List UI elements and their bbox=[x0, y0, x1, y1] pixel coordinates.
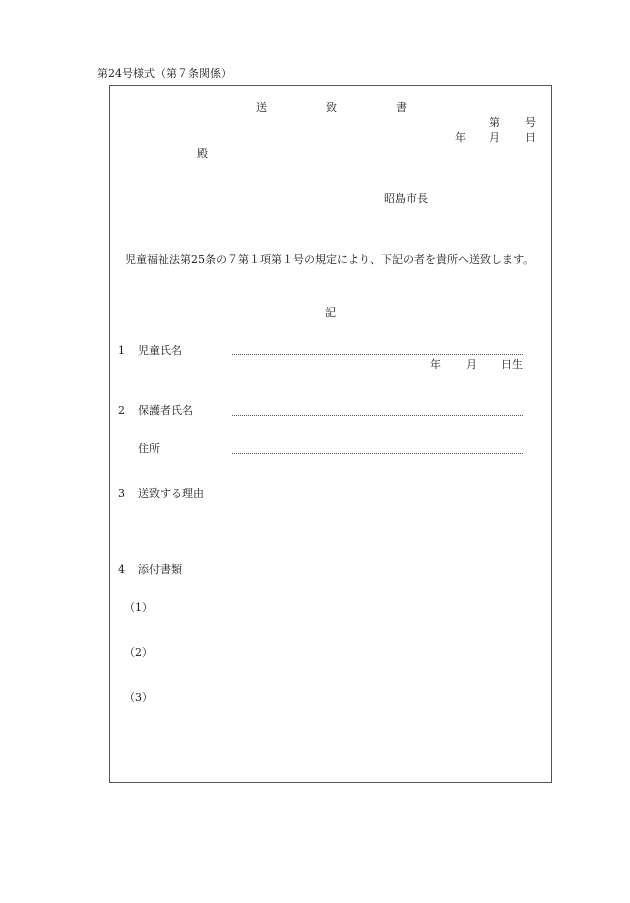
item-4-number: 4 bbox=[118, 563, 125, 576]
title-char-3: 書 bbox=[396, 101, 407, 114]
guardian-name-line bbox=[232, 415, 523, 416]
addressee-suffix: 殿 bbox=[197, 147, 208, 160]
date-day-label: 日 bbox=[525, 131, 536, 144]
child-name-line bbox=[232, 354, 523, 355]
birth-day-label: 日生 bbox=[501, 358, 523, 371]
attachment-item-3: （3） bbox=[124, 691, 153, 704]
ki-label: 記 bbox=[325, 306, 336, 319]
sender-name: 昭島市長 bbox=[384, 192, 428, 205]
address-label: 住所 bbox=[138, 442, 160, 455]
attachment-item-1: （1） bbox=[124, 601, 153, 614]
document-number-go: 号 bbox=[525, 116, 536, 129]
item-2-number: 2 bbox=[118, 404, 125, 417]
title-char-2: 致 bbox=[326, 101, 337, 114]
birth-year-label: 年 bbox=[430, 358, 441, 371]
item-3-number: 3 bbox=[118, 487, 125, 500]
date-month-label: 月 bbox=[489, 131, 500, 144]
child-name-label: 児童氏名 bbox=[138, 344, 182, 357]
title-char-1: 送 bbox=[256, 101, 267, 114]
form-number-label: 第24号様式（第７条関係） bbox=[97, 67, 232, 80]
item-1-number: 1 bbox=[118, 344, 125, 357]
attachment-item-2: （2） bbox=[124, 646, 153, 659]
reason-label: 送致する理由 bbox=[138, 487, 204, 500]
date-year-label: 年 bbox=[455, 131, 466, 144]
document-number-dai: 第 bbox=[489, 116, 500, 129]
document-frame bbox=[109, 85, 552, 783]
birth-month-label: 月 bbox=[466, 358, 477, 371]
guardian-name-label: 保護者氏名 bbox=[138, 404, 193, 417]
body-paragraph: 児童福祉法第25条の７第１項第１号の規定により、下記の者を貴所へ送致します。 bbox=[125, 253, 535, 266]
attachments-label: 添付書類 bbox=[138, 563, 182, 576]
address-line bbox=[232, 453, 523, 454]
